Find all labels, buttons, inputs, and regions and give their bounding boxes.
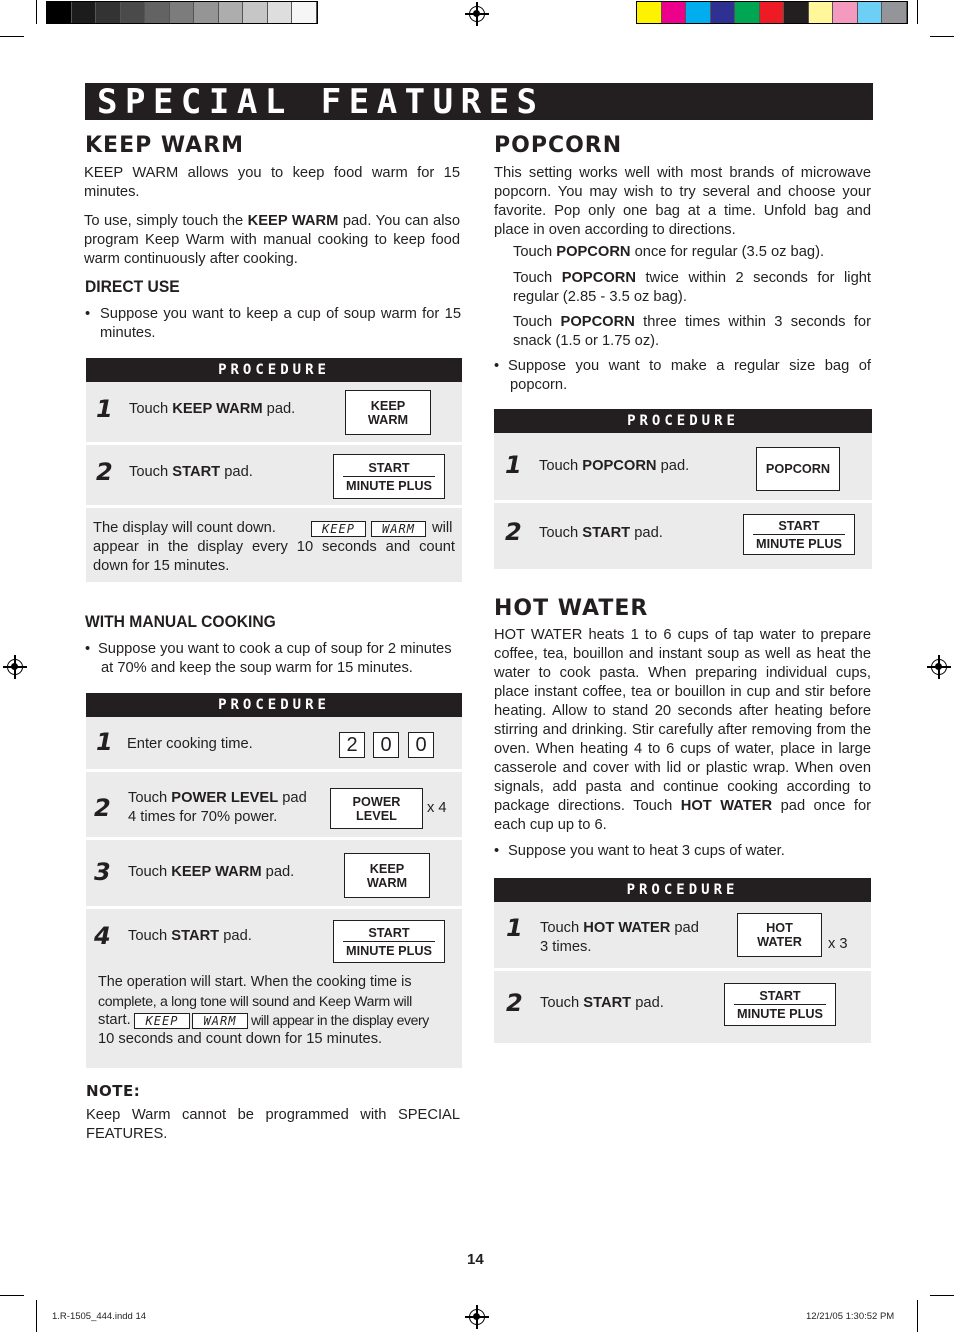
popcorn-intro: This setting works well with most brands of microwave popcorn. You may wish to try several and choose your favorite. Pop only one bag at a time. Unfold bag and place in oven according to directions.: [494, 165, 871, 238]
step-text-post: pad.: [630, 525, 663, 541]
step-text-bold: START: [582, 525, 631, 541]
page-number: 14: [467, 1251, 484, 1268]
color-swatch: [47, 2, 72, 23]
popcorn-bullet-line: Suppose you want to make a regular size bag of: [508, 358, 871, 374]
crop-mark: [930, 36, 954, 37]
color-swatch: [194, 2, 219, 23]
hot-water-bullet-text: Suppose you want to heat 3 cups of water.: [508, 843, 785, 859]
start-minute-plus-key[interactable]: [743, 514, 855, 555]
crop-mark: [36, 1300, 37, 1332]
step-text-pre: Touch: [128, 928, 172, 944]
procedure-step: [494, 902, 871, 968]
step-text: [539, 457, 689, 476]
power-level-key[interactable]: [330, 788, 423, 829]
key-line: WARM: [367, 412, 409, 427]
start-minute-plus-key[interactable]: [724, 983, 836, 1026]
popcorn-regular-bold: POPCORN: [556, 244, 631, 260]
manual-bullet-line: at 70% and keep the soup warm for 15 minutes.: [101, 660, 413, 676]
manual-bullet-line: Suppose you want to cook a cup of soup for 2 minutes: [98, 641, 452, 657]
lcd-keep: KEEP: [311, 521, 366, 537]
step-text-post: pad.: [262, 401, 296, 417]
note-text: Keep Warm cannot be programmed with SPECIAL FEATURES.: [86, 1107, 460, 1142]
key-line: KEEP: [370, 398, 406, 413]
step-text-post: pad.: [656, 458, 690, 474]
procedure-header: [86, 358, 462, 382]
step-text-pre: Touch: [539, 458, 583, 474]
popcorn-bullet: • Suppose you want to make a regular size bag of popcorn.: [494, 358, 871, 393]
popcorn-regular-text: Touch: [513, 244, 557, 260]
step-text: [129, 400, 295, 419]
registration-mark-icon: [469, 6, 485, 22]
hot-water-intro-text: pad once for each cup up to 6.: [494, 798, 871, 833]
step-text-pre: Touch: [540, 920, 584, 936]
keep-warm-key[interactable]: [344, 853, 430, 898]
registration-mark-icon: [931, 659, 947, 675]
step-text: [129, 463, 253, 482]
crop-mark: [917, 1300, 918, 1332]
step-text-bold: KEEP WARM: [172, 401, 263, 417]
result-line: 10 seconds and count down for 15 minutes.: [98, 1031, 383, 1047]
procedure-label: PROCEDURE: [626, 882, 739, 898]
key-line: WATER: [757, 935, 802, 949]
procedure-step: [494, 433, 872, 500]
key-line: WARM: [366, 875, 408, 890]
procedure-step: [494, 971, 871, 1043]
step-number: 2: [94, 794, 111, 822]
direct-use-heading: DIRECT USE: [85, 277, 180, 296]
color-swatch: [145, 2, 170, 23]
procedure-step: [86, 909, 462, 972]
color-swatch: [243, 2, 268, 23]
step-number: 4: [94, 922, 111, 950]
popcorn-bullet-line: popcorn.: [510, 377, 568, 393]
popcorn-snack: [513, 313, 871, 351]
procedure-result: [86, 508, 462, 582]
color-swatch: [170, 2, 195, 23]
step-text: [128, 927, 252, 946]
hot-water-key[interactable]: [737, 913, 822, 957]
start-minute-plus-key[interactable]: [333, 920, 445, 963]
step-text-pre: Touch: [539, 525, 583, 541]
result-line: complete, a long tone will sound and Keep Warm will: [98, 993, 412, 1009]
procedure-label: PROCEDURE: [627, 413, 739, 429]
procedure-header: [86, 693, 462, 717]
procedure-header: [494, 409, 872, 433]
step-number: 2: [505, 518, 522, 546]
step-text-bold: POPCORN: [582, 458, 657, 474]
step-text-post: pad: [278, 790, 307, 806]
result-line: will appear in the display every: [251, 1012, 429, 1028]
key-line: MINUTE PLUS: [346, 478, 432, 493]
popcorn-title: POPCORN: [494, 133, 623, 158]
step-text-pre: Touch: [128, 864, 172, 880]
step-text-bold: KEEP WARM: [171, 864, 262, 880]
step-text-pre: Touch: [540, 995, 584, 1011]
keep-warm-use-bold: KEEP WARM: [247, 213, 339, 229]
popcorn-light-text: Touch: [513, 270, 562, 286]
press-count: x 4: [427, 800, 447, 816]
hot-water-intro-bold: HOT WATER: [680, 798, 773, 814]
lcd-warm: WARM: [192, 1013, 248, 1029]
press-count: x 3: [828, 936, 848, 952]
key-line: START: [343, 926, 435, 942]
crop-mark: [0, 36, 24, 37]
step-text: [128, 789, 307, 827]
keep-warm-use-text: pad. You can also program Keep Warm with manual cooking to keep food warm continuously after cooking.: [84, 213, 461, 267]
step-number: 1: [96, 395, 113, 423]
step-text-line2: 4 times for 70% power.: [128, 809, 278, 825]
key-line: KEEP: [369, 861, 405, 876]
keep-warm-use: [84, 212, 460, 269]
crop-mark: [917, 0, 918, 24]
color-swatch: [268, 2, 293, 23]
procedure-result: [86, 972, 462, 1068]
registration-mark-icon: [7, 659, 23, 675]
keep-warm-key[interactable]: [345, 390, 431, 435]
color-swatch: [858, 2, 883, 23]
step-text-pre: Touch: [128, 790, 172, 806]
keep-warm-title: KEEP WARM: [85, 133, 245, 158]
step-text-pre: Touch: [129, 401, 173, 417]
hot-water-intro: [494, 626, 871, 835]
color-swatch: [760, 2, 785, 23]
step-number: 3: [94, 858, 111, 886]
section-banner: [85, 83, 873, 120]
result-text-pre: The display will count down.: [93, 520, 276, 536]
key-line: MINUTE PLUS: [737, 1006, 823, 1021]
procedure-step: [86, 772, 462, 837]
popcorn-regular: [513, 243, 871, 262]
manual-cooking-heading: WITH MANUAL COOKING: [85, 612, 276, 631]
step-text-post: pad: [670, 920, 699, 936]
result-text-post: appear in the display every 10 seconds and count down for 15 minutes.: [93, 539, 455, 574]
key-line: POWER: [352, 794, 401, 809]
color-swatch: [72, 2, 97, 23]
popcorn-key[interactable]: [756, 447, 840, 491]
crop-mark: [930, 1295, 954, 1296]
step-text: Enter cooking time.: [127, 736, 253, 752]
color-swatch: [219, 2, 244, 23]
note-title: NOTE:: [86, 1082, 141, 1100]
color-swatch: [809, 2, 834, 23]
hot-water-bullet: • Suppose you want to heat 3 cups of water.: [494, 842, 871, 861]
key-line: MINUTE PLUS: [346, 943, 432, 958]
crop-mark: [0, 1295, 24, 1296]
procedure-step: [86, 717, 462, 769]
procedure-step: [86, 382, 462, 442]
step-text-pre: Touch: [129, 464, 173, 480]
step-number: 2: [506, 989, 523, 1017]
direct-use-bullet-text: Suppose you want to keep a cup of soup warm for 15 minutes.: [100, 306, 461, 341]
popcorn-snack-text: three times within 3 seconds for snack (1.5 or 1.75 oz).: [513, 314, 871, 349]
color-swatch: [637, 2, 662, 23]
popcorn-regular-text: once for regular (3.5 oz bag).: [630, 244, 825, 260]
step-text: [128, 863, 294, 882]
start-minute-plus-key[interactable]: [333, 454, 445, 499]
step-text: [540, 919, 699, 957]
footer-file-info: 1.R-1505_444.indd 14: [52, 1311, 147, 1322]
result-line: start.: [98, 1012, 131, 1028]
step-text-post: pad.: [261, 864, 295, 880]
popcorn-light-bold: POPCORN: [561, 270, 636, 286]
step-number: 1: [505, 451, 522, 479]
popcorn-light-text: twice within 2 seconds for light regular (2.85 - 3.5 oz bag).: [513, 270, 871, 305]
color-swatch: [121, 2, 146, 23]
procedure-label: PROCEDURE: [218, 697, 330, 713]
procedure-header: [494, 878, 871, 902]
footer-timestamp: 12/21/05 1:30:52 PM: [806, 1311, 895, 1322]
step-text-bold: POWER LEVEL: [171, 790, 279, 806]
procedure-step: [494, 503, 872, 569]
color-swatch: [882, 2, 907, 23]
step-number: 1: [506, 914, 523, 942]
step-text-bold: START: [172, 464, 221, 480]
color-swatch: [784, 2, 809, 23]
step-text-bold: HOT WATER: [583, 920, 671, 936]
keep-warm-intro: KEEP WARM allows you to keep food warm for 15 minutes.: [84, 165, 460, 200]
key-line: MINUTE PLUS: [756, 536, 842, 551]
popcorn-light: [513, 269, 871, 307]
lcd-warm: WARM: [371, 521, 426, 537]
step-text-post: pad.: [631, 995, 664, 1011]
popcorn-snack-bold: POPCORN: [560, 314, 635, 330]
digit-display: 0: [373, 732, 399, 758]
keep-warm-use-text: To use, simply touch the: [84, 213, 248, 229]
step-number: 2: [96, 458, 113, 486]
color-swatch: [833, 2, 858, 23]
banner-title: SPECIAL FEATURES: [97, 82, 545, 122]
color-swatch: [96, 2, 121, 23]
key-line: START: [734, 989, 826, 1005]
procedure-step: [86, 445, 462, 505]
registration-mark-icon: [469, 1309, 485, 1325]
key-line: POPCORN: [765, 462, 831, 476]
step-text-post: pad.: [219, 928, 252, 944]
step-text-bold: START: [171, 928, 220, 944]
result-line: The operation will start. When the cooking time is: [98, 974, 412, 990]
direct-use-bullet: • Suppose you want to keep a cup of soup warm for 15 minutes.: [85, 306, 461, 341]
hot-water-intro-text: HOT WATER heats 1 to 6 cups of tap water to prepare coffee, tea, bouillon and instant soup as well as heat the water to cook pasta. When preparing individual cups, place instant coffee, tea or bouillon in cup and stir before heating. Allow to stand 20 seconds after heating before stirring and drinking. Stir carefully after removing from the oven. When heating 4 to 6 cups of water, place in large casserole and cover with lid or plastic wrap. When oven signals, add pasta and continue cooking according to package directions. Touch: [494, 627, 871, 814]
popcorn-snack-text: Touch: [513, 314, 561, 330]
step-text: [539, 524, 663, 543]
color-swatch: [711, 2, 736, 23]
color-swatch: [686, 2, 711, 23]
step-text-bold: START: [583, 995, 632, 1011]
digit-display: 2: [339, 732, 365, 758]
step-number: 1: [96, 728, 113, 756]
key-line: START: [753, 519, 845, 535]
step-text-post: pad.: [220, 464, 253, 480]
procedure-label: PROCEDURE: [218, 362, 330, 378]
color-swatch: [292, 2, 317, 23]
key-line: LEVEL: [356, 808, 397, 823]
manual-cooking-bullet: • Suppose you want to cook a cup of soup for 2 minutes at 70% and keep the soup warm for 15 minutes.: [85, 640, 465, 678]
lcd-keep: KEEP: [134, 1013, 190, 1029]
crop-mark: [36, 0, 37, 24]
result-text-will: will: [432, 520, 453, 536]
digit-display: 0: [408, 732, 434, 758]
step-text-line2: 3 times.: [540, 939, 592, 955]
hot-water-title: HOT WATER: [494, 596, 649, 621]
color-swatch: [735, 2, 760, 23]
color-swatch: [662, 2, 687, 23]
key-line: HOT: [766, 921, 793, 935]
key-line: START: [343, 461, 435, 477]
step-text: [540, 994, 664, 1013]
procedure-step: [86, 840, 462, 906]
